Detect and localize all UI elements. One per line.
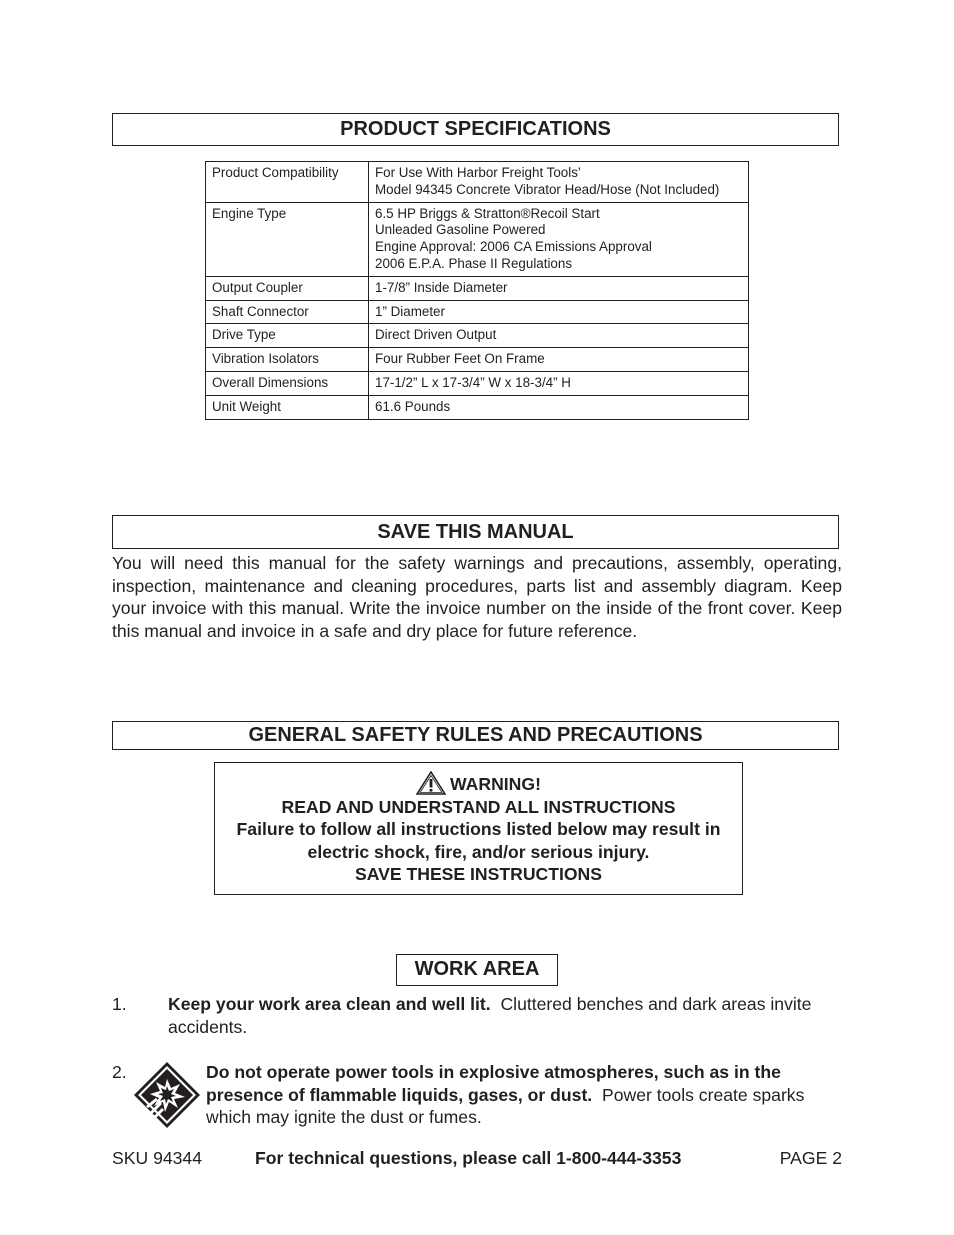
spec-value-line: 61.6 Pounds [375, 398, 451, 414]
spec-value-line: 2006 E.P.A. Phase II Regulations [375, 255, 573, 271]
warning-triangle-icon [416, 771, 446, 795]
spec-value-line: Direct Driven Output [375, 327, 497, 343]
general-safety-heading: GENERAL SAFETY RULES AND PRECAUTIONS [112, 721, 839, 750]
table-row [206, 324, 749, 348]
spec-value-line: Model 94345 Concrete Vibrator Head/Hose (Not Included) [375, 181, 720, 197]
spec-label: Shaft Connector [206, 300, 369, 324]
spec-label: Overall Dimensions [206, 371, 369, 395]
list-item-bold: Keep your work area clean and well lit. [168, 994, 491, 1014]
warning-line-4: SAVE THESE INSTRUCTIONS [355, 864, 602, 885]
list-item-number: 2. [112, 1062, 127, 1082]
save-manual-paragraph: You will need this manual for the safety warnings and precautions, assembly, operating, inspection, maintenance and cleaning procedures, parts list and assembly diagram. Keep your invoice with this manual. Write the invoice number on the inside of the front cover. Keep this manual and invoice in a safe and dry place for future reference. [112, 553, 842, 641]
spec-label: Drive Type [206, 324, 369, 348]
table-row [206, 162, 749, 203]
product-specifications-heading: PRODUCT SPECIFICATIONS [112, 113, 839, 146]
spec-value [369, 276, 749, 300]
specifications-table [205, 161, 749, 420]
spec-value-line: 1-7/8” Inside Diameter [375, 279, 508, 295]
table-row [206, 300, 749, 324]
warning-line-3: electric shock, fire, and/or serious injury. [307, 841, 650, 862]
warning-line-1: READ AND UNDERSTAND ALL INSTRUCTIONS [281, 796, 676, 817]
table-row [206, 348, 749, 372]
spec-value [369, 395, 749, 419]
spec-value-line: Unleaded Gasoline Powered [375, 222, 546, 238]
explosion-hazard-icon [133, 1061, 201, 1129]
spec-value [369, 371, 749, 395]
spec-label: Vibration Isolators [206, 348, 369, 372]
spec-label: Product Compatibility [206, 162, 369, 203]
warning-box [214, 762, 743, 895]
table-row [206, 395, 749, 419]
list-item-bold: Do not operate power tools in explosive atmospheres, such as in the presence of flammable liquids, gases, or dust. [206, 1062, 781, 1105]
warning-heading: WARNING! [450, 774, 541, 794]
table-row [206, 202, 749, 276]
spec-value [369, 324, 749, 348]
spec-label: Unit Weight [206, 395, 369, 419]
spec-value [369, 162, 749, 203]
spec-label: Engine Type [206, 202, 369, 276]
list-item [168, 993, 840, 1038]
save-this-manual-heading: SAVE THIS MANUAL [112, 515, 839, 549]
spec-value [369, 202, 749, 276]
list-item-number: 1. [112, 994, 127, 1014]
list-item [206, 1061, 842, 1129]
work-area-heading: WORK AREA [396, 954, 558, 986]
spec-value-line: For Use With Harbor Freight Tools’ [375, 165, 581, 180]
table-row [206, 371, 749, 395]
spec-value [369, 300, 749, 324]
warning-line-2: Failure to follow all instructions listed below may result in [236, 819, 721, 840]
footer-sku: SKU 94344 [112, 1148, 202, 1168]
table-row [206, 276, 749, 300]
list-item-text: Power tools create sparks which may ignite the dust or fumes. [206, 1084, 810, 1128]
spec-label: Output Coupler [206, 276, 369, 300]
spec-value-line: Engine Approval: 2006 CA Emissions Approval [375, 239, 652, 255]
list-item-text: Cluttered benches and dark areas invite accidents. [168, 994, 817, 1037]
spec-value [369, 348, 749, 372]
footer-tech-support: For technical questions, please call 1-800-444-3353 [255, 1148, 682, 1168]
spec-value-line: 17-1/2” L x 17-3/4” W x 18-3/4” H [375, 374, 571, 390]
footer-page-number: PAGE 2 [779, 1148, 842, 1168]
spec-value-line: 6.5 HP Briggs & Stratton®Recoil Start [375, 205, 600, 221]
spec-value-line: Four Rubber Feet On Frame [375, 351, 545, 367]
spec-value-line: 1” Diameter [375, 303, 445, 319]
